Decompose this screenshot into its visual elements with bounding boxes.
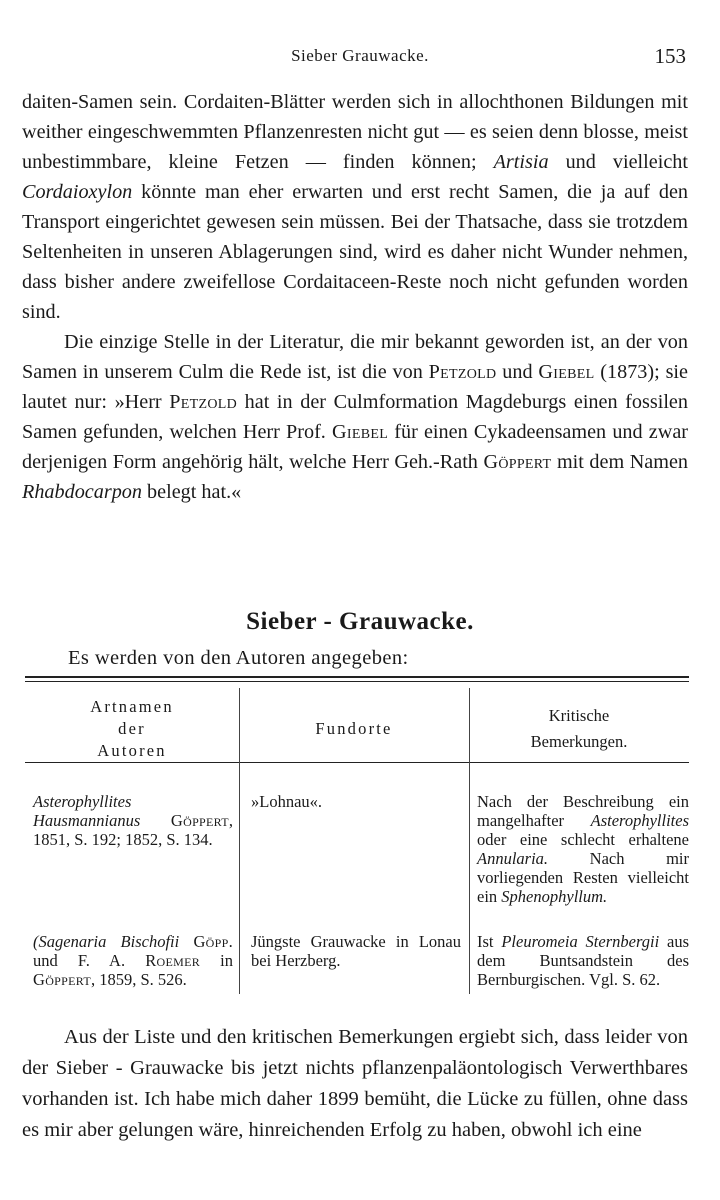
header-fundorte: Fundorte: [315, 719, 393, 738]
table-row-1-name: Asterophyllites Hausmannianus Göppert, 1851, S. 192; 1852, S. 134.: [33, 792, 233, 849]
running-title: Sieber Grauwacke.: [291, 46, 429, 65]
paragraph-3: Aus der Liste und den kritischen Bemerkungen ergiebt sich, dass leider von der Sieber - Grauwacke bis jetzt nichts pflanzenpaläontologisch Verwerthbares vorhanden ist. Ich habe mich daher 1899 bemüht, die Lücke zu füllen, ohne dass es mir aber gelungen wäre, hinreichenden Erfolg zu haben, obwohl ich eine: [22, 1026, 688, 1141]
table-row-2-locality: Jüngste Grauwacke in Lonau bei Herzberg.: [251, 932, 461, 970]
author-giebel: Giebel: [538, 361, 595, 383]
taxon-rhabdocarpon: Rhabdocarpon: [22, 481, 142, 503]
author-petzold: Petzold: [428, 361, 497, 383]
species-table: [25, 676, 689, 1006]
taxon-artisia: Artisia: [493, 151, 549, 173]
table-row-1-locality: »Lohnau«.: [251, 792, 323, 811]
table-row-2-remark: Ist Pleuromeia Sternbergii aus dem Buntsandstein des Bernburgischen. Vgl. S. 62.: [477, 932, 690, 989]
section-subtitle: Es werden von den Autoren angegeben:: [68, 647, 409, 669]
table-row-1-remark: Nach der Beschreibung ein mangelhafter Asterophyllites oder eine schlecht erhaltene Annularia. Nach mir vorliegenden Resten vielleicht ein Sphenophyllum.: [477, 792, 689, 906]
table-rule-top: [25, 676, 689, 678]
text-block-top: [22, 87, 688, 507]
taxon-cordaioxylon: Cordaioxylon: [22, 181, 133, 203]
table-rule-header: [25, 762, 689, 763]
table-rule-top-thin: [25, 681, 689, 682]
page-number: 153: [654, 44, 686, 68]
table-row-2-name: (Sagenaria Bischofii Göpp. und F. A. Roemer in Göppert, 1859, S. 526.: [33, 932, 234, 989]
author-goeppert: Göppert: [483, 451, 552, 473]
author-petzold-2: Petzold: [169, 391, 238, 413]
section-title: Sieber - Grauwacke.: [246, 608, 474, 635]
author-giebel-2: Giebel: [332, 421, 389, 443]
text-block-bottom: [22, 1022, 688, 1146]
paragraph-2: Die einzige Stelle in der Literatur, die mir bekannt geworden ist, an der von Samen in unserem Culm die Rede ist, ist die von Petzold und Giebel (1873); sie lautet nur: »Herr Petzold hat in der Culmformation Magdeburgs einen fossilen Samen gefunden, welchen Herr Prof. Giebel für einen Cykadeensamen und zwar derjenigen Form angehörig hält, welche Herr Geh.-Rath Göppert mit dem Namen Rhabdocarpon belegt hat.«: [22, 331, 689, 503]
running-head: [0, 42, 720, 72]
header-artnamen: Artnamen der Autoren: [90, 697, 174, 760]
paragraph-1: daiten-Samen sein. Cordaiten-Blätter werden sich in allochthonen Bildungen mit weither eingeschwemmten Pflanzenresten nicht gut — es seien denn blosse, meist unbestimmbare, kleine Fetzen — finden können; Artisia und vielleicht Cordaioxylon könnte man eher erwarten und erst recht Samen, die ja auf den Transport eingerichtet gewesen sein müssen. Bei der Thatsache, dass sie trotzdem Seltenheiten in unseren Ablagerungen sind, wird es daher nicht Wunder nehmen, dass bisher andere zweifellose Cordaitaceen-Reste noch nicht gefunden worden sind.: [22, 91, 688, 323]
header-bemerkungen: Kritische Bemerkungen.: [530, 706, 628, 751]
